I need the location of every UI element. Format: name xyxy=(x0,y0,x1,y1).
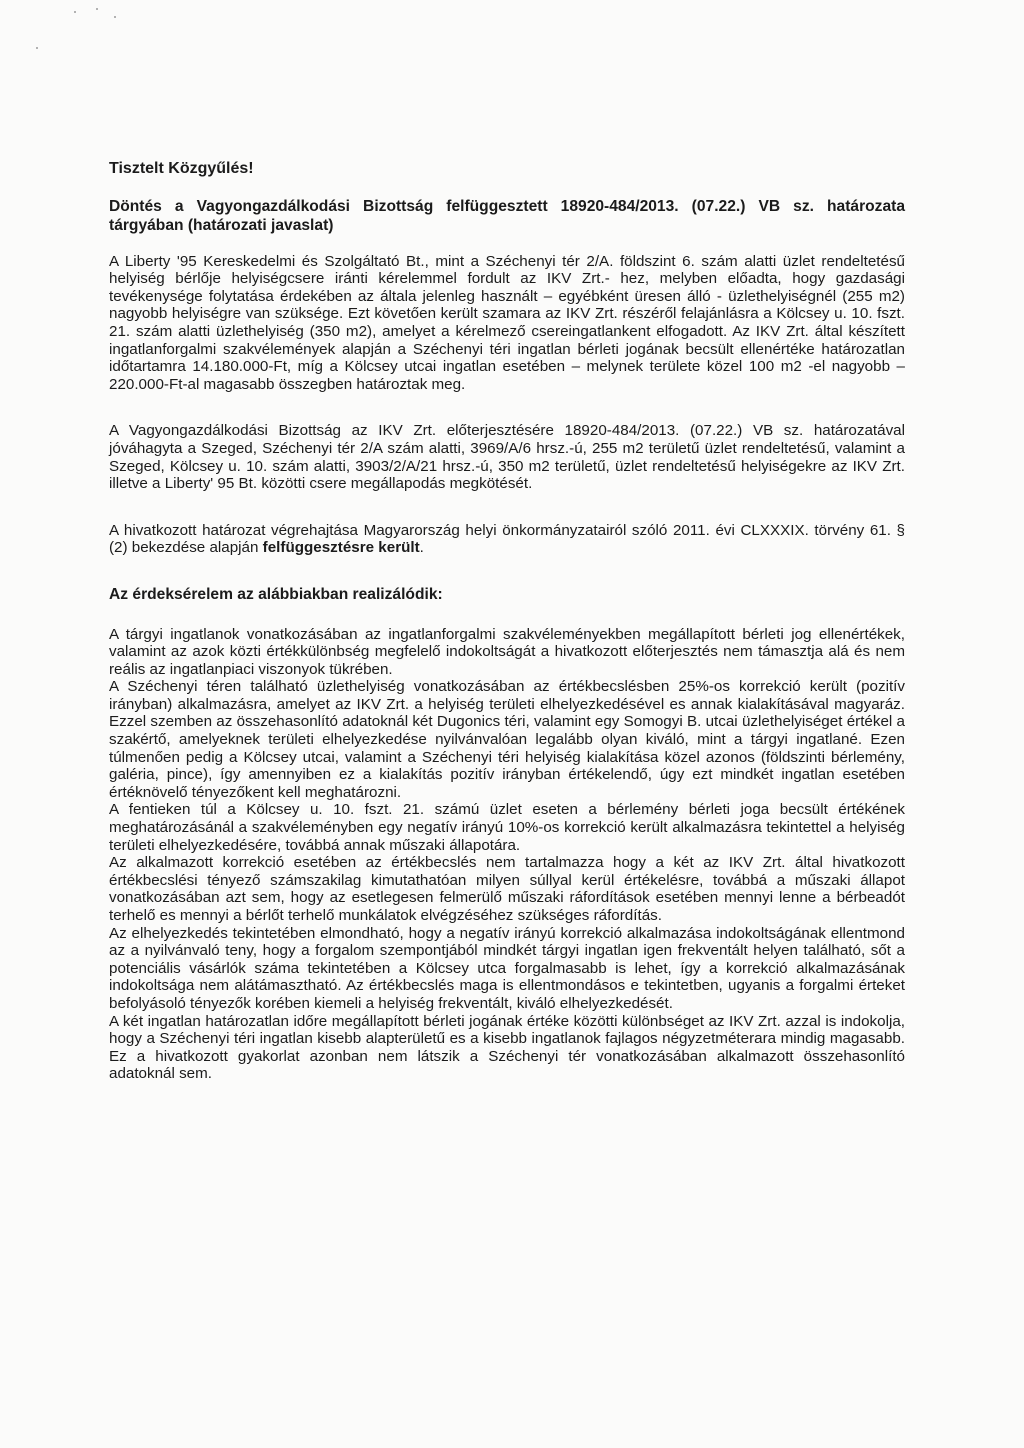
decision-title: Döntés a Vagyongazdálkodási Bizottság felfüggesztett 18920-484/2013. (07.22.) VB sz. határozata tárgyában (határozati javaslat) xyxy=(109,197,905,234)
salutation: Tisztelt Közgyűlés! xyxy=(109,160,254,177)
interest-paragraph: A Széchenyi téren található üzlethelyiség vonatkozásában az értékbecslésben 25%-os korrekció került (pozitív irányban) alkalmazásra, amelyet az IKV Zrt. a helyiség területi elhelyezkedésével es annak kialakításával magyaráz. Ezzel szemben az összehasonlító adatoknál két Dugonics téri, valamint egy Somogyi B. utcai üzlethelyiséget értékel a szakértő, amelyeknek területi elhelyezkedése nyilvánvalóan legalább olyan kiváló, mint a tárgyi ingatlané. Ezen túlmenően pedig a Kölcsey utcai, valamint a Széchenyi téri helyiség kialakítása közel azonos (földszinti bérlemény, galéria, pince), így amennyiben ez a kialakítás pozitív irányban értékelendő, úgy ezt mindkét ingatlan esetében értéknövelő tényezőkent kell meghatározni. xyxy=(109,678,905,801)
scan-speck xyxy=(36,47,38,49)
scan-speck xyxy=(74,11,76,13)
interest-paragraph: Az elhelyezkedés tekintetében elmondható, hogy a negatív irányú korrekció alkalmazása indokoltságának ellentmond az a nyilvánvaló teny, hogy a forgalom szempontjából mindkét tárgyi ingatlan igen frekventált helyen található, sőt a potenciális vásárlók száma tekintetében a Kölcsey utca forgalmasabb is lehet, így a korrekció alkalmazásának indokoltsága nem alátámasztható. Az értékbecslés maga is ellentmondásos e tekintetben, ugyanis a forgalmi érteket befolyásoló tényezők korében kiemeli a helyiség frekventált, kiváló elhelyezkedését. xyxy=(109,924,905,1012)
scan-speck xyxy=(96,8,98,10)
suspension-end: . xyxy=(419,539,424,557)
interest-paragraph: Az alkalmazott korrekció esetében az értékbecslés nem tartalmazza hogy a két az IKV Zrt. által hivatkozott értékbecslési tényező számszakilag kimutathatóan milyen súllyal kerül értékelésre, továbbá a műszaki állapot vonatkozásában azt sem, hogy az esetlegesen felmerülő műszaki ráfordítások esetében mennyi lenne a bérbeadót terhelő es mennyi a bérlőt terhelő munkálatok elvégzéséhez szükséges ráfordítás. xyxy=(109,854,905,924)
suspension-text: A hivatkozott határozat végrehajtása Magyarország helyi önkormányzatairól szóló 2011. évi CLXXXIX. törvény 61. § (2) bekezdése alapján xyxy=(109,521,905,557)
interest-paragraph: A tárgyi ingatlanok vonatkozásában az ingatlanforgalmi szakvéleményekben megállapított bérleti jog ellenértékek, valamint az azok közti értékkülönbség megfelelő indokoltságát a hivatkozott előterjesztés nem támasztja alá és nem reális az ingatlanpiaci viszonyok tükrében. xyxy=(109,625,905,678)
suspension-bold-text: felfüggesztésre került xyxy=(262,539,420,557)
interest-paragraph: A fentieken túl a Kölcsey u. 10. fszt. 21. számú üzlet eseten a bérlemény bérleti joga becsült értékének meghatározásánál a szakvéleményben egy negatív irányú 10%-os korrekció került alkalmazásra tekintettel a helyiség területi elhelyezkedésére, továbbá annak műszaki állapotára. xyxy=(109,801,905,854)
interest-heading: Az érdeksérelem az alábbiakban realizálódik: xyxy=(109,585,443,603)
interest-paragraph: A két ingatlan határozatlan időre megállapított bérleti jogának értéke közötti különbséget az IKV Zrt. azzal is indokolja, hogy a Széchenyi téri ingatlan kisebb alapterületű es a kisebb ingatlanok fajlagos négyzetméterara mindig magasabb. Ez a hivatkozott gyakorlat azonban nem látszik a Széchenyi tér vonatkozásában alkalmazott összehasonlító adatoknál sem. xyxy=(109,1012,905,1083)
scan-speck xyxy=(114,16,116,18)
intro-paragraph: A Vagyongazdálkodási Bizottság az IKV Zrt. előterjesztésére 18920-484/2013. (07.22.) VB sz. határozatával jóváhagyta a Szeged, Széchenyi tér 2/A szám alatti, 3969/A/6 hrsz.-ú, 255 m2 területű üzlet rendeltetésű, valamint a Szeged, Kölcsey u. 10. szám alatti, 3903/2/A/21 hrsz.-ú, 350 m2 területű, üzlet rendeltetésű helyiségekre az IKV Zrt. illetve a Liberty' 95 Bt. közötti csere megállapodás megkötését. xyxy=(109,422,905,493)
suspension-paragraph xyxy=(109,522,905,557)
letter-body xyxy=(109,160,905,1083)
intro-paragraph: A Liberty '95 Kereskedelmi és Szolgáltató Bt., mint a Széchenyi tér 2/A. földszint 6. szám alatti üzlet rendeltetésű helyiség bérlője helyiségcsere iránti kérelemmel fordult az IKV Zrt.- hez, melyben előadta, hogy gazdasági tevékenysége folytatása érdekében az általa jelenleg használt – egyébként üresen álló - üzlethelyiségnél (255 m2) nagyobb helyiségre van szüksége. Ezt követően került szamara az IKV Zrt. részéről felajánlásra a Kölcsey u. 10. fszt. 21. szám alatti üzlethelyiség (350 m2), amelyet a kérelmező csereingatlankent elfogadott. Az IKV Zrt. által készített ingatlanforgalmi szakvélemények alapján a Széchenyi téri ingatlan bérleti jogának becsült ellenértéke határozatlan időtartamra 14.180.000-Ft, míg a Kölcsey utcai ingatlan esetében – melynek területe közel 100 m2 -el nagyobb – 220.000-Ft-al magasabb összegben határoztak meg. xyxy=(109,252,905,393)
